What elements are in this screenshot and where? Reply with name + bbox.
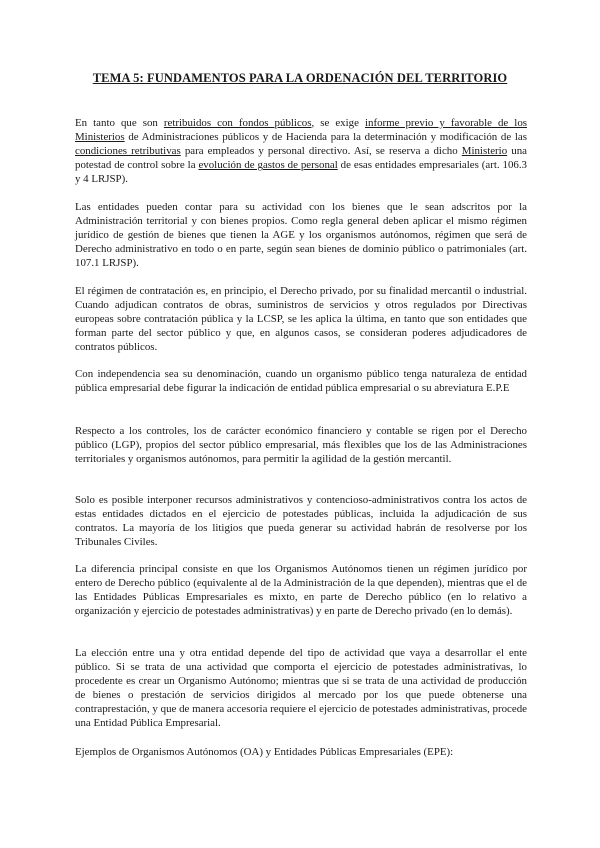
text-segment: Ejemplos de Organismos Autónomos (OA) y Entidades Públicas Empresariales (EPE): — [75, 746, 454, 758]
paragraph-5 — [75, 424, 527, 466]
paragraph-7 — [75, 562, 527, 618]
paragraph-3 — [75, 284, 527, 354]
text-segment: Las entidades pueden contar para su actividad con los bienes que le sean adscritos por la Administración territorial y con bienes propios. Como regla general deben aplicar el mismo régimen jurídico de gestión de bienes que tienen la AGE y los organismos autónomos, régimen que será de Derecho administrativo en todo o en parte, según sean bienes de dominio público o patrimoniales (art. 107.1 LRJSP). — [75, 201, 527, 270]
text-segment: En tanto que son — [75, 117, 164, 129]
page-title: TEMA 5: FUNDAMENTOS PARA LA ORDENACIÓN DEL TERRITORIO — [92, 71, 508, 85]
text-segment: El régimen de contratación es, en principio, el Derecho privado, por su finalidad mercantil o industrial. Cuando adjudican contratos de obras, suministros de servicios y otros regulados por Directivas europeas sobre contratación pública y la LCSP, se les aplica la última, en tanto que son entidades que forman parte del sector público y que, en algunos casos, se consideran poderes adjudicadores de contratos públicos. — [75, 285, 527, 354]
text-segment: Respecto a los controles, los de carácter económico financiero y contable se rigen por el Derecho público (LGP), propios del sector público empresarial, más flexibles que los de las Administraciones territoriales y organismos autónomos, para permitir la agilidad de la gestión mercantil. — [75, 425, 527, 466]
text-segment: para empleados y personal directivo. Así, se reserva a dicho — [180, 145, 462, 158]
underlined-phrase: retribuidos con fondos públicos — [163, 117, 312, 129]
underlined-phrase: evolución de gastos de personal — [198, 159, 338, 172]
underlined-phrase: condiciones retributivas — [75, 145, 181, 158]
paragraph-1 — [75, 116, 527, 186]
underlined-phrase: informe previo y favorable de los Ministerios — [75, 117, 528, 144]
text-segment: de Administraciones públicos y de Hacienda para la determinación y modificación de las — [124, 131, 527, 144]
text-segment: de esas entidades empresariales (art. 106.3 y 4 LRJSP). — [75, 159, 528, 186]
paragraph-9 — [75, 745, 527, 759]
underlined-phrase: Ministerio — [461, 145, 508, 158]
paragraph-6 — [75, 493, 527, 549]
text-segment: una potestad de control sobre la — [75, 145, 528, 172]
paragraph-4 — [75, 367, 527, 395]
paragraph-2 — [75, 200, 527, 270]
paragraph-8 — [75, 646, 527, 731]
text-segment: La diferencia principal consiste en que los Organismos Autónomos tienen un régimen jurídico por entero de Derecho público (equivalente al de la Administración de la que dependen), mientras que el de las Entidades Públicas Empresariales es mixto, en parte de Derecho público (en lo relativo a organización y ejercicio de potestades administrativas) y en parte de Derecho privado (en lo demás). — [75, 563, 527, 618]
text-segment: Con independencia sea su denominación, cuando un organismo público tenga naturaleza de entidad pública empresarial debe figurar la indicación de entidad pública empresarial o su abreviatura E.P.E — [75, 368, 527, 395]
text-segment: La elección entre una y otra entidad depende del tipo de actividad que vaya a desarrollar el ente público. Si se trata de una actividad que comporta el ejercicio de potestades administrativas, lo procedente es crear un Organismo Autónomo; mientras que si se trata de una actividad de producción de bienes o prestación de servicios dirigidos al mercado por los que puede obtenerse una contraprestación, y que de manera accesoria requiere el ejercicio de potestades administrativas, procede una Entidad Pública Empresarial. — [75, 647, 527, 730]
text-segment: Solo es posible interponer recursos administrativos y contencioso-administrativos contra los actos de estas entidades dictados en el ejercicio de potestades públicas, incluida la adjudicación de sus contratos. La mayoría de los litigios que pueda generar su actividad habrán de resolverse por los Tribunales Civiles. — [75, 494, 527, 549]
text-segment: , se exige — [311, 117, 365, 129]
